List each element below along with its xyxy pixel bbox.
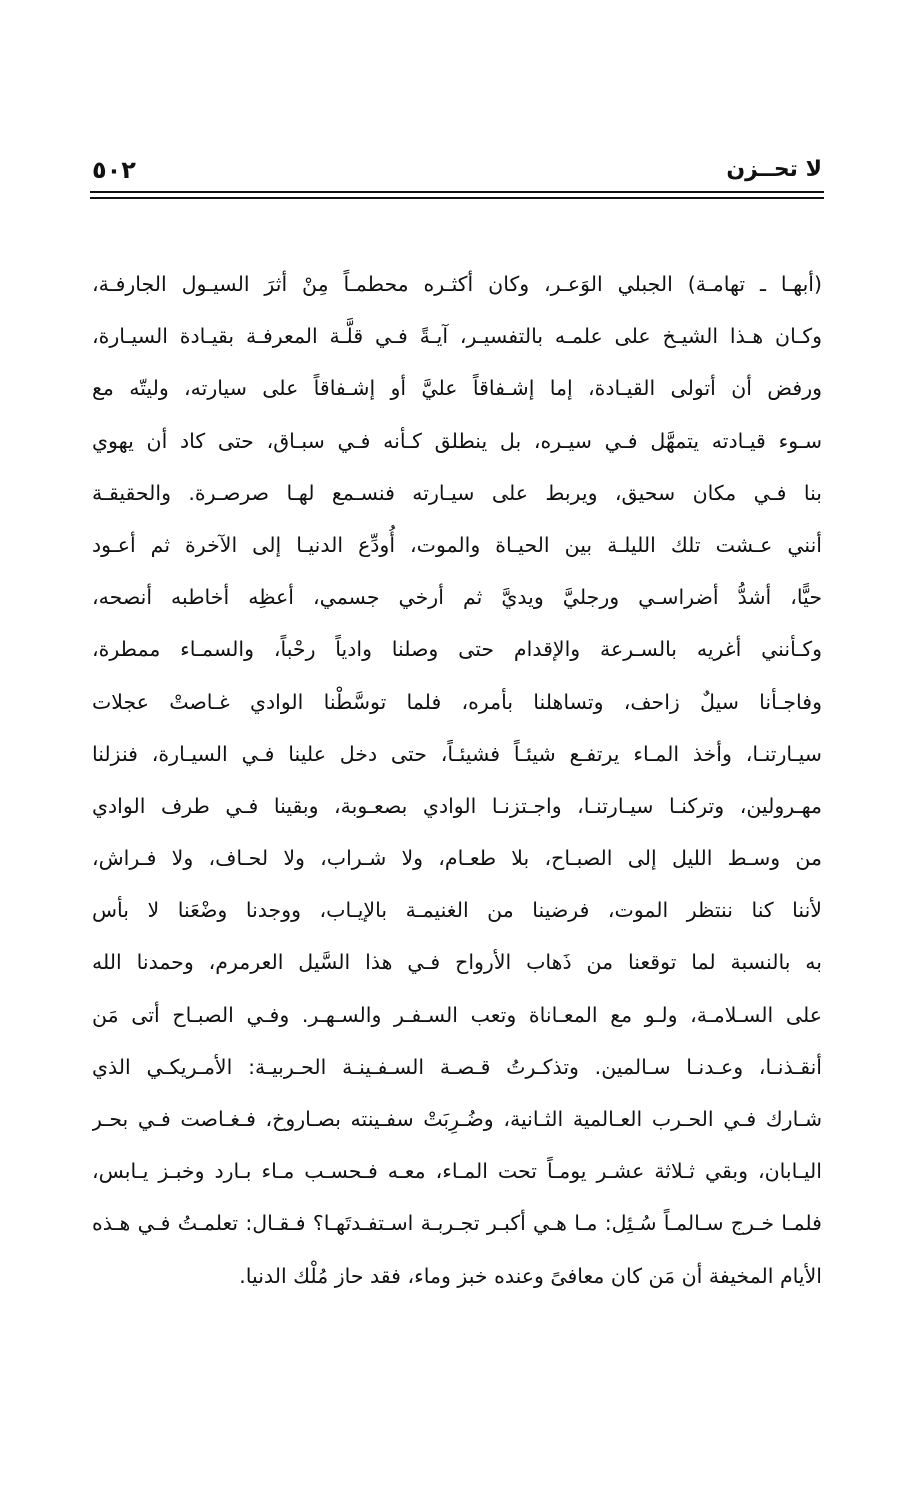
- text-line: به بالنسبة لما توقعنا من ذَهاب الأرواح فـي هذا السَّيل العرمرم، وحمدنا الله: [92, 950, 822, 975]
- text-line: مهـرولين، وتركنـا سيـارتنـا، واجـتزنـا الوادي بصعـوبة، وبقينا فـي طرف الوادي: [92, 793, 822, 818]
- text-line: من وسـط الليل إلى الصبـاح، بلا طعـام، ولا شـراب، ولا لحـاف، ولا فـراش،: [92, 846, 822, 871]
- text-line: اليـابان، وبقي ثـلاثة عشـر يومـاً تحت المـاء، معـه فـحسـب مـاء بـارد وخبـز يـابس،: [92, 1159, 822, 1184]
- text-line: لأننا كنا ننتظر الموت، فرضينا من الغنيمـة بالإيـاب، ووجدنا وضْعَنا لا بأس: [92, 898, 822, 923]
- text-line: ورفض أن أتولى القيـادة، إما إشـفاقاً عليَّ أو إشـفاقاً على سيارته، وليتّه مع: [92, 376, 822, 401]
- text-line: وفاجـأنا سيلٌ زاحف، وتساهلنا بأمره، فلما توسَّطْنا الوادي غـاصتْ عجلات: [92, 689, 822, 714]
- text-line: أنني عـشت تلك الليلـة بين الحيـاة والموت، أُودِّع الدنيـا إلى الآخرة ثم أعـود: [92, 532, 822, 557]
- text-line: حيًّا، أشدُّ أضراسـي ورجليَّ ويديَّ ثم أرخي جسمي، أعظِه أخاطبه أنصحه،: [92, 585, 822, 610]
- text-line: (أبهـا ـ تهامـة) الجبلي الوَعـر، وكان أكثـره محطمـاً مِنْ أثرَ السيـول الجارفـة،: [92, 272, 822, 296]
- text-line: بنا فـي مكان سحيق، ويربط على سيـارته فنسـمع لهـا صرصـرة. والحقيقـة: [92, 480, 822, 505]
- text-line-last: الأيام المخيفة أن مَن كان معافىً وعنده خبز وماء، فقد حاز مُلْك الدنيا.: [239, 1263, 822, 1288]
- text-line: وكـأنني أغريه بالسـرعة والإقدام حتى وصلنا وادياً رحْباً، والسمـاء ممطرة،: [92, 637, 822, 662]
- body-text: [92, 258, 822, 1302]
- text-line: على السـلامـة، ولـو مع المعـاناة وتعب السـفـر والسـهـر. وفـي الصبـاح أتى مَن: [92, 1002, 822, 1027]
- header-rule-upper: [90, 191, 824, 193]
- header-rule-lower: [90, 197, 824, 199]
- text-line: سـوء قيـادته يتمهَّل فـي سيـره، بل ينطلق كـأنه فـي سبـاق، حتى كاد أن يهوي: [92, 428, 822, 453]
- running-title: لا تحــزن: [726, 157, 822, 182]
- text-line: سيـارتنـا، وأخذ المـاء يرتفـع شيئـاً فشيئـاً، حتى دخل علينا فـي السيـارة، فنزلنا: [92, 741, 822, 766]
- text-line: أنقـذنـا، وعـدنـا سـالمين. وتذكـرتُ قـصـة السـفـينـة الحـربيـة: الأمـريكـي الذي: [92, 1054, 822, 1079]
- text-line: شـارك فـي الحـرب العـالمية الثـانية، وضُـرِبَتْ سفـينته بصـاروخ، فـغـاصت فـي بحـر: [92, 1107, 822, 1131]
- page-header: [92, 150, 822, 190]
- text-line: وكـان هـذا الشيـخ على علمـه بالتفسيـر، آيـةً فـي قلَّـة المعرفـة بقيـادة السيـارة،: [92, 324, 822, 349]
- text-line: فلمـا خـرج سـالمـاً سُـئِل: مـا هـي أكبـر تجـربـة اسـتفـدتَهـا؟ فـقـال: تعلمـتُ فـي هـذه: [92, 1211, 822, 1236]
- page-number: ٥٠٢: [92, 156, 136, 184]
